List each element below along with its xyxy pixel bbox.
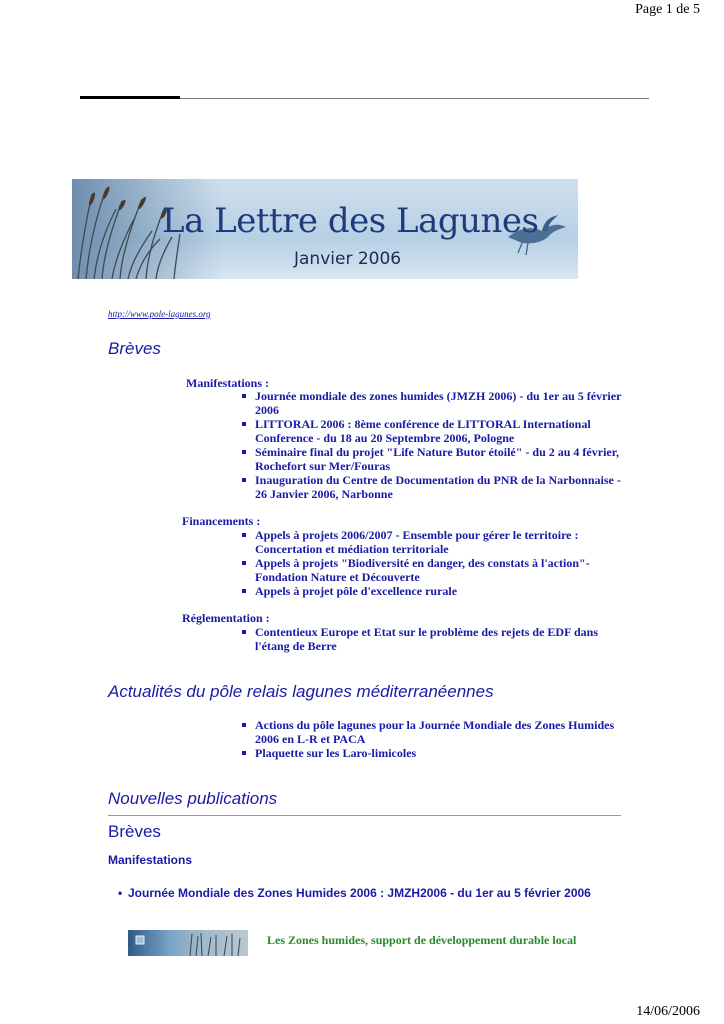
header-rule-accent	[80, 96, 180, 99]
footer-date: 14/06/2006	[636, 1004, 700, 1019]
bullet-icon: •	[118, 886, 123, 900]
website-link[interactable]: http://www.pole-lagunes.org	[108, 309, 211, 319]
toc-item-actions-jmzh[interactable]: Actions du pôle lagunes pour la Journée Mondiale des Zones Humides 2006 en L-R et PACA	[240, 718, 630, 746]
toc-item-plaquette-laro[interactable]: Plaquette sur les Laro-limicoles	[240, 746, 630, 760]
article-title[interactable]: Les Zones humides, support de développement durable local	[267, 933, 577, 947]
toc-item-littoral[interactable]: LITTORAL 2006 : 8ème conférence de LITTORAL International Conference - du 18 au 20 Septembre 2006, Pologne	[240, 417, 630, 445]
toc-item-seminaire-butor[interactable]: Séminaire final du projet "Life Nature Butor étoilé" - du 2 au 4 février, Rochefort sur Mer/Fouras	[240, 445, 630, 473]
section-item-jmzh-text[interactable]: Journée Mondiale des Zones Humides 2006 : JMZH2006 - du 1er au 5 février 2006	[128, 886, 591, 900]
section-breves-heading: Brèves	[108, 822, 161, 841]
toc-financements-list	[240, 528, 630, 598]
newsletter-banner	[72, 179, 578, 279]
toc-reglementation-label: Réglementation :	[182, 611, 270, 625]
toc-actualites-list	[240, 718, 630, 760]
wetland-image	[128, 930, 248, 956]
toc-item-contentieux-edf[interactable]: Contentieux Europe et Etat sur le problème des rejets de EDF dans l'étang de Berre	[240, 625, 630, 653]
section-divider	[108, 815, 621, 816]
toc-item-jmzh[interactable]: Journée mondiale des zones humides (JMZH 2006) - du 1er au 5 février 2006	[240, 389, 630, 417]
toc-manifestations-label: Manifestations :	[186, 376, 269, 390]
toc-financements-label: Financements :	[182, 514, 261, 528]
toc-item-appels-biodiversite[interactable]: Appels à projets "Biodiversité en danger, des constats à l'action"- Fondation Nature et Découverte	[240, 556, 630, 584]
toc-breves-heading[interactable]: Brèves	[108, 339, 161, 358]
toc-item-appel-pole-excellence[interactable]: Appels à projet pôle d'excellence rurale	[240, 584, 630, 598]
toc-publications-heading[interactable]: Nouvelles publications	[108, 789, 278, 808]
banner-title: La Lettre des Lagunes	[162, 201, 539, 241]
toc-manifestations-list	[240, 389, 630, 501]
section-item-jmzh	[118, 886, 608, 901]
article-thumbnail	[128, 930, 248, 956]
section-manifestations-heading: Manifestations	[108, 853, 193, 867]
toc-reglementation-list	[240, 625, 630, 653]
banner-subtitle: Janvier 2006	[294, 249, 402, 269]
page-number: Page 1 de 5	[635, 2, 700, 17]
toc-item-appels-2006-2007[interactable]: Appels à projets 2006/2007 - Ensemble pour gérer le territoire : Concertation et médiation territoriale	[240, 528, 630, 556]
toc-item-inauguration-pnr[interactable]: Inauguration du Centre de Documentation du PNR de la Narbonnaise - 26 Janvier 2006, Narbonne	[240, 473, 630, 501]
toc-actualites-heading[interactable]: Actualités du pôle relais lagunes méditerranéennes	[108, 682, 494, 701]
